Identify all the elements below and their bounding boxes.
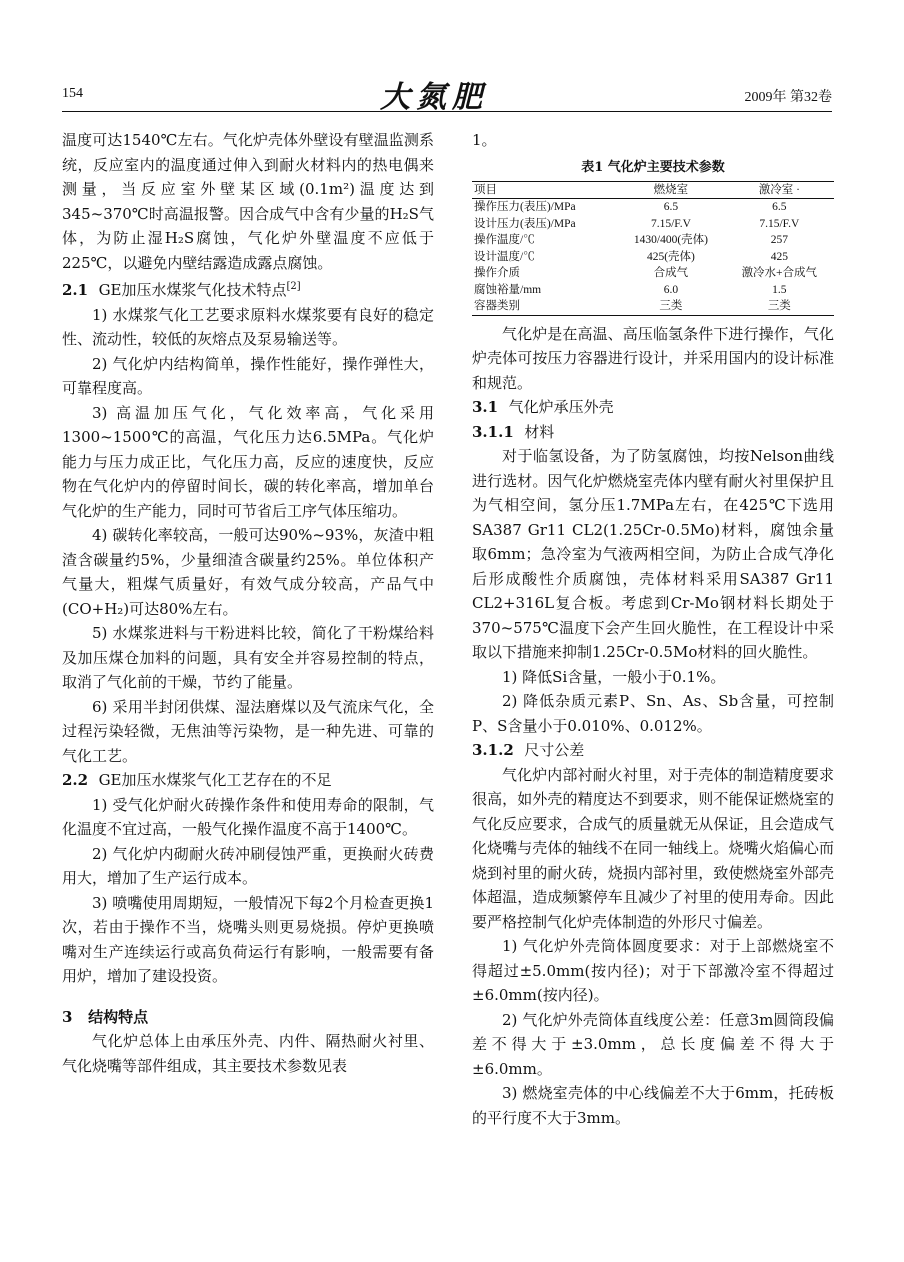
section-title: GE加压水煤浆气化工艺存在的不足 xyxy=(98,771,332,789)
paragraph: 3) 燃烧室壳体的中心线偏差不大于6mm，托砖板的平行度不大于3mm。 xyxy=(472,1084,834,1127)
table-cell: 1430/400(壳体) xyxy=(633,234,708,246)
header-rule xyxy=(62,111,832,112)
table-row xyxy=(472,232,834,249)
page-number: 154 xyxy=(62,86,83,101)
table-header-cell: 燃烧室 xyxy=(653,183,689,196)
table-caption: 表1 气化炉主要技术参数 xyxy=(581,159,725,175)
table-cell: 操作压力(表压)/MPa xyxy=(474,201,576,213)
table-cell: 设计压力(表压)/MPa xyxy=(474,217,576,230)
paragraph: 2) 气化炉外壳筒体直线度公差：任意3m圆筒段偏差不得大于±3.0mm，总长度偏差不得大于±6.0mm。 xyxy=(472,1010,834,1078)
table-cell: 6.5 xyxy=(663,201,679,213)
table-cell: 425(壳体) xyxy=(646,250,695,263)
journal-title: 大氮肥 xyxy=(380,80,488,115)
table-row xyxy=(472,298,834,315)
paragraph: 温度可达1540℃左右。气化炉壳体外壁设有壁温监测系统，反应室内的温度通过伸入到耐火材料内的热电偶来测量，当反应室外壁某区域(0.1m²)温度达到345~370℃时高温报警。因合成气中含有少量的H₂S气体，为防止湿H₂S腐蚀，气化炉外壁温度不应低于225℃，以避免内壁结露造成露点腐蚀。 xyxy=(62,131,434,272)
paragraph: 4) 碳转化率较高，一般可达90%~93%，灰渣中粗渣含碳量约5%，少量细渣含碳量约25%。单位体积产气量大，粗煤气质量好，有效气成分较高，产品气中(CO+H₂)可达80%左右。 xyxy=(62,526,434,618)
paragraph: 气化炉内部衬耐火衬里，对于壳体的制造精度要求很高，如外壳的精度达不到要求，则不能保证燃烧室的气化反应要求，合成气的质量就无从保证，且会造成气化烧嘴与壳体的轴线不在同一轴线上。烧嘴火焰偏心而烧到衬里的耐火砖，烧损内部衬里，致使燃烧室外部壳体超温，造成频繁停车且减少了衬里的使用寿命。因此要严格控制气化炉壳体制造的外形尺寸偏差。 xyxy=(472,765,834,931)
table-cell: 257 xyxy=(770,234,788,246)
table-cell: 操作温度/℃ xyxy=(474,234,535,246)
left-column xyxy=(62,128,434,1078)
table-header-cell: 项目 xyxy=(474,183,497,196)
table-cell: 6.5 xyxy=(772,201,787,213)
paragraph: 1) 受气化炉耐火砖操作条件和使用寿命的限制，气化温度不宜过高，一般气化操作温度不高于1400℃。 xyxy=(62,795,434,838)
table-cell: 7.15/F.V xyxy=(650,217,691,230)
table-cell: 425 xyxy=(770,250,788,263)
section-number: 2.2 xyxy=(62,771,89,789)
right-column xyxy=(472,128,834,1130)
section-heading-3-1-1 xyxy=(472,420,834,445)
table-cell: 设计温度/℃ xyxy=(474,250,535,263)
table-cell: 三类 xyxy=(659,300,683,312)
table-row xyxy=(472,249,834,266)
paragraph: 气化炉总体上由承压外壳、内件、隔热耐火衬里、气化烧嘴等部件组成，其主要技术参数见表 xyxy=(62,1032,434,1075)
section-title: GE加压水煤浆气化技术特点 xyxy=(98,281,287,299)
citation-ref: [2] xyxy=(286,281,301,292)
section-title: 气化炉承压外壳 xyxy=(508,398,614,416)
paragraph: 2) 气化炉内结构简单，操作性能好，操作弹性大，可靠程度高。 xyxy=(62,354,434,397)
paragraph: 1。 xyxy=(472,131,497,149)
table-header-cell: 激冷室 · xyxy=(758,183,800,196)
paragraph: 1) 气化炉外壳筒体圆度要求：对于上部燃烧室不得超过±5.0mm(按内径)；对于下部激冷室不得超过±6.0mm(按内径)。 xyxy=(472,937,834,1004)
section-title: 尺寸公差 xyxy=(524,741,585,759)
table-cell: 1.5 xyxy=(772,283,787,296)
paragraph: 3) 高温加压气化，气化效率高，气化采用1300~1500℃的高温，气化压力达6.5MPa。气化炉能力与压力成正比，气化压力高，反应的速度快，反应物在气化炉内的停留时间长，碳的转化率高，增加单台气化炉的生产能力，同时可节省后工序气体压缩功。 xyxy=(62,403,434,520)
section-number: 2.1 xyxy=(62,281,89,299)
table-cell: 6.0 xyxy=(663,283,679,296)
table-cell: 三类 xyxy=(767,300,791,312)
table-cell: 激冷水+合成气 xyxy=(741,267,818,279)
section-heading-2-2 xyxy=(62,768,434,793)
section-number: 3.1.1 xyxy=(472,422,514,441)
table-cell: 容器类别 xyxy=(474,300,520,312)
page-header xyxy=(62,80,832,115)
section-title: 结构特点 xyxy=(88,1007,149,1026)
paragraph: 1) 水煤浆气化工艺要求原料水煤浆要有良好的稳定性、流动性，较低的灰熔点及泵易输送等。 xyxy=(62,305,434,348)
table-cell: 7.15/F.V xyxy=(759,217,800,230)
table-row xyxy=(472,216,834,233)
section-heading-3 xyxy=(62,1005,434,1030)
paragraph: 对于临氢设备，为了防氢腐蚀，均按Nelson曲线进行选材。因气化炉燃烧室壳体内壁有耐火衬里保护且为气相空间，氢分压1.7MPa左右，在425℃下选用SA387 Gr11 CL2(1.25Cr-0.5Mo)材料，腐蚀余量取6mm；急冷室为气液两相空间，为防止合成气净化后形成酸性介质腐蚀，壳体材料采用SA387 Gr11 CL2+316L复合板。考虑到Cr-Mo钢材料长期处于370~575℃温度下会产生回火脆性，在工程设计中采取以下措施来抑制1.25Cr-0.5Mo材料的回火脆性。 xyxy=(472,447,834,661)
table-header-row xyxy=(472,181,834,199)
section-title: 材料 xyxy=(524,422,555,441)
table-row xyxy=(472,265,834,282)
table-cell: 合成气 xyxy=(653,267,689,279)
year-volume: 2009年 第32卷 xyxy=(744,90,832,105)
section-number: 3 xyxy=(62,1007,73,1026)
paragraph: 2) 气化炉内砌耐火砖冲刷侵蚀严重，更换耐火砖费用大，增加了生产运行成本。 xyxy=(62,844,434,887)
section-number: 3.1.2 xyxy=(472,741,514,759)
table-cell: 腐蚀裕量/mm xyxy=(474,283,542,296)
section-heading-3-1 xyxy=(472,395,834,420)
paragraph: 1) 降低Si含量，一般小于0.1%。 xyxy=(502,667,726,686)
section-heading-3-1-2 xyxy=(472,738,834,763)
paragraph: 6) 采用半封闭供煤、湿法磨煤以及气流床气化，全过程污染轻微，无焦油等污染物，是一种先进、可靠的气化工艺。 xyxy=(62,697,434,765)
paragraph: 3) 喷嘴使用周期短，一般情况下每2个月检查更换1次，若由于操作不当，烧嘴头则更易烧损。停炉更换喷嘴对生产连续运行或高负荷运行有影响，一般需要有备用炉，增加了建设投资。 xyxy=(62,893,434,985)
parameters-table xyxy=(472,181,834,316)
section-heading-2-1 xyxy=(62,275,434,303)
table-row xyxy=(472,199,834,216)
table-row xyxy=(472,282,834,299)
paragraph: 气化炉是在高温、高压临氢条件下进行操作，气化炉壳体可按压力容器进行设计，并采用国内的设计标准和规范。 xyxy=(472,324,834,392)
table-cell: 操作介质 xyxy=(474,267,520,279)
section-number: 3.1 xyxy=(472,398,499,416)
paragraph: 5) 水煤浆进料与干粉进料比较，简化了干粉煤给料及加压煤仓加料的问题，具有安全并容易控制的特点，取消了气化前的干燥，节约了能量。 xyxy=(62,624,434,691)
paragraph: 2) 降低杂质元素P、Sn、As、Sb含量，可控制P、S含量小于0.010%、0.012%。 xyxy=(472,692,834,735)
